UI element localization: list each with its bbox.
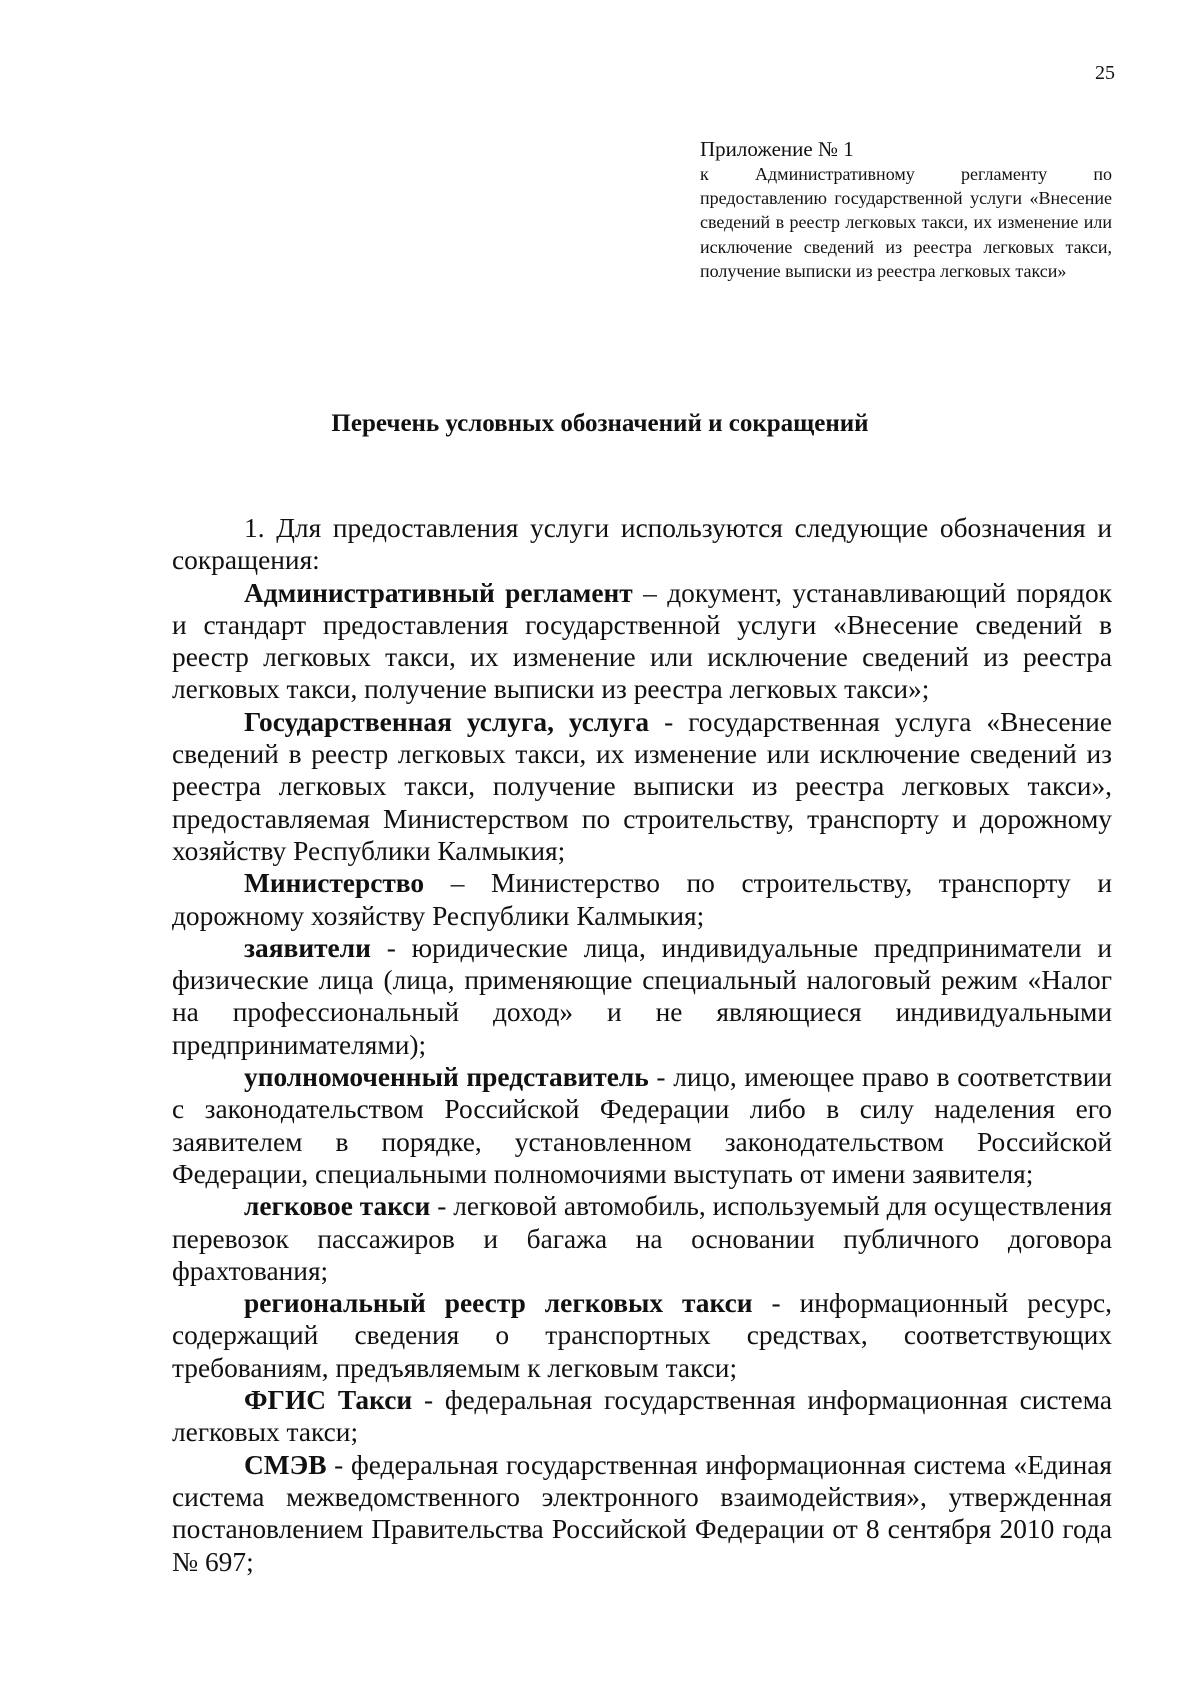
page-number: 25 bbox=[1095, 62, 1115, 84]
definition-paragraph bbox=[172, 1384, 1112, 1449]
definition-text: – Министерство по строительству, транспорту и дорожному хозяйству Республики Калмыкия; bbox=[172, 868, 1112, 931]
definition-text: - легковой автомобиль, используемый для осуществления перевозок пассажиров и багажа на основании публичного договора фрахтования; bbox=[172, 1191, 1112, 1286]
document-title: Перечень условных обозначений и сокращений bbox=[331, 410, 869, 437]
definition-paragraph bbox=[172, 932, 1112, 1061]
definition-term: Административный регламент bbox=[244, 577, 633, 608]
definition-paragraph bbox=[172, 1449, 1112, 1578]
appendix-block bbox=[700, 136, 1112, 283]
definition-text: - лицо, имеющее право в соответствии с законодательством Российской Федерации либо в силу наделения его заявителем в порядке, установленном законодательством Российской Федерации, специальными полномочиями выступать от имени заявителя; bbox=[172, 1062, 1113, 1189]
definition-text: – документ, устанавливающий порядок и стандарт предоставления государственной услуги «Внесение сведений в реестр легковых такси, их изменение или исключение сведений из реестра легковых такси, получение выписки из реестра легковых такси»; bbox=[172, 577, 1113, 705]
definition-text: - государственная услуга «Внесение сведений в реестр легковых такси, их изменение или исключение сведений из реестра легковых такси, получение выписки из реестра легковых такси», предоставляемая Министерством по строительству, транспорту и дорожному хозяйству Республики Калмыкия; bbox=[172, 706, 1113, 866]
definition-paragraph bbox=[172, 867, 1112, 932]
definition-term: региональный реестр легковых такси bbox=[244, 1288, 753, 1319]
definition-term: Государственная услуга, услуга bbox=[244, 706, 650, 737]
definition-paragraph bbox=[172, 577, 1112, 706]
appendix-text: к Административному регламенту по предоставлению государственной услуги «Внесение сведений в реестр легковых такси, их изменение или исключение сведений из реестра легковых такси, получение выписки из реестра легковых такси» bbox=[700, 164, 1112, 281]
definition-term: СМЭВ bbox=[244, 1449, 327, 1480]
definition-paragraph bbox=[172, 1190, 1112, 1287]
definition-term: Министерство bbox=[244, 868, 425, 899]
intro-paragraph: 1. Для предоставления услуги используются следующие обозначения и сокращения: bbox=[172, 513, 1112, 576]
document-body bbox=[172, 512, 1112, 1578]
definition-term: легковое такси bbox=[244, 1191, 431, 1222]
definition-paragraph bbox=[172, 1061, 1112, 1190]
definition-paragraph bbox=[172, 1287, 1112, 1384]
definition-term: заявители bbox=[244, 932, 371, 963]
definition-text: - федеральная государственная информационная система легковых такси; bbox=[172, 1385, 1112, 1448]
definition-term: ФГИС Такси bbox=[244, 1385, 413, 1416]
definition-text: - юридические лица, индивидуальные предприниматели и физические лица (лица, применяющие специальный налоговый режим «Налог на профессиональный доход» и не являющиеся индивидуальными предпринимателями); bbox=[172, 932, 1112, 1060]
definition-term: уполномоченный представитель bbox=[244, 1062, 649, 1093]
appendix-title: Приложение № 1 bbox=[700, 137, 854, 161]
definition-paragraph bbox=[172, 706, 1112, 867]
definition-text: - федеральная государственная информационная система «Единая система межведомственного электронного взаимодействия», утвержденная постановлением Правительства Российской Федерации от 8 сентября 2010 года № 697; bbox=[172, 1449, 1112, 1577]
definition-text: - информационный ресурс, содержащий сведения о транспортных средствах, соответствующих требованиям, предъявляемым к легковым такси; bbox=[172, 1288, 1112, 1383]
